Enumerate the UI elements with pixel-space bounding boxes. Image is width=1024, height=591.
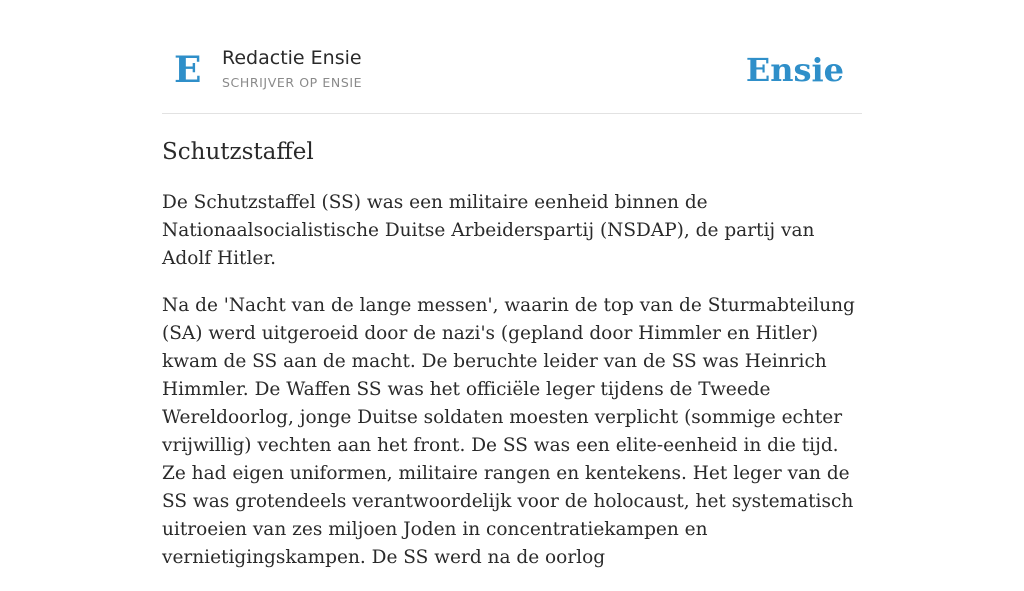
article-paragraph: Na de 'Nacht van de lange messen', waarin de top van de Sturmabteilung (SA) werd uitgeroeid door de nazi's (gepland door Himmler en Hitler) kwam de SS aan de macht. De beruchte leider van de SS was Heinrich Himmler. De Waffen SS was het officiële leger tijdens de Tweede Wereldoorlog, jonge Duitse soldaten moesten verplicht (sommige echter vrijwillig) vechten aan het front. De SS was een elite-eenheid in die tijd. Ze had eigen uniformen, militaire rangen en kentekens. Het leger van de SS was grotendeels verantwoordelijk voor de holocaust, het systematisch uitroeien van zes miljoen Joden in concentratiekampen en vernietigingskampen. De SS werd na de oorlog: [162, 295, 855, 568]
article-title: Schutzstaffel: [162, 139, 314, 165]
brand-logo[interactable]: Ensie: [745, 51, 844, 89]
header: [162, 0, 862, 114]
article-paragraph: De Schutzstaffel (SS) was een militaire eenheid binnen de Nationaalsocialistische Duitse Arbeiderspartij (NSDAP), de partij van Adolf Hitler.: [162, 192, 815, 269]
author-name[interactable]: Redactie Ensie: [222, 47, 362, 69]
article-body: [162, 189, 866, 591]
ensie-logo-mark[interactable]: E: [174, 49, 202, 91]
author-role: SCHRIJVER OP ENSIE: [222, 75, 363, 90]
